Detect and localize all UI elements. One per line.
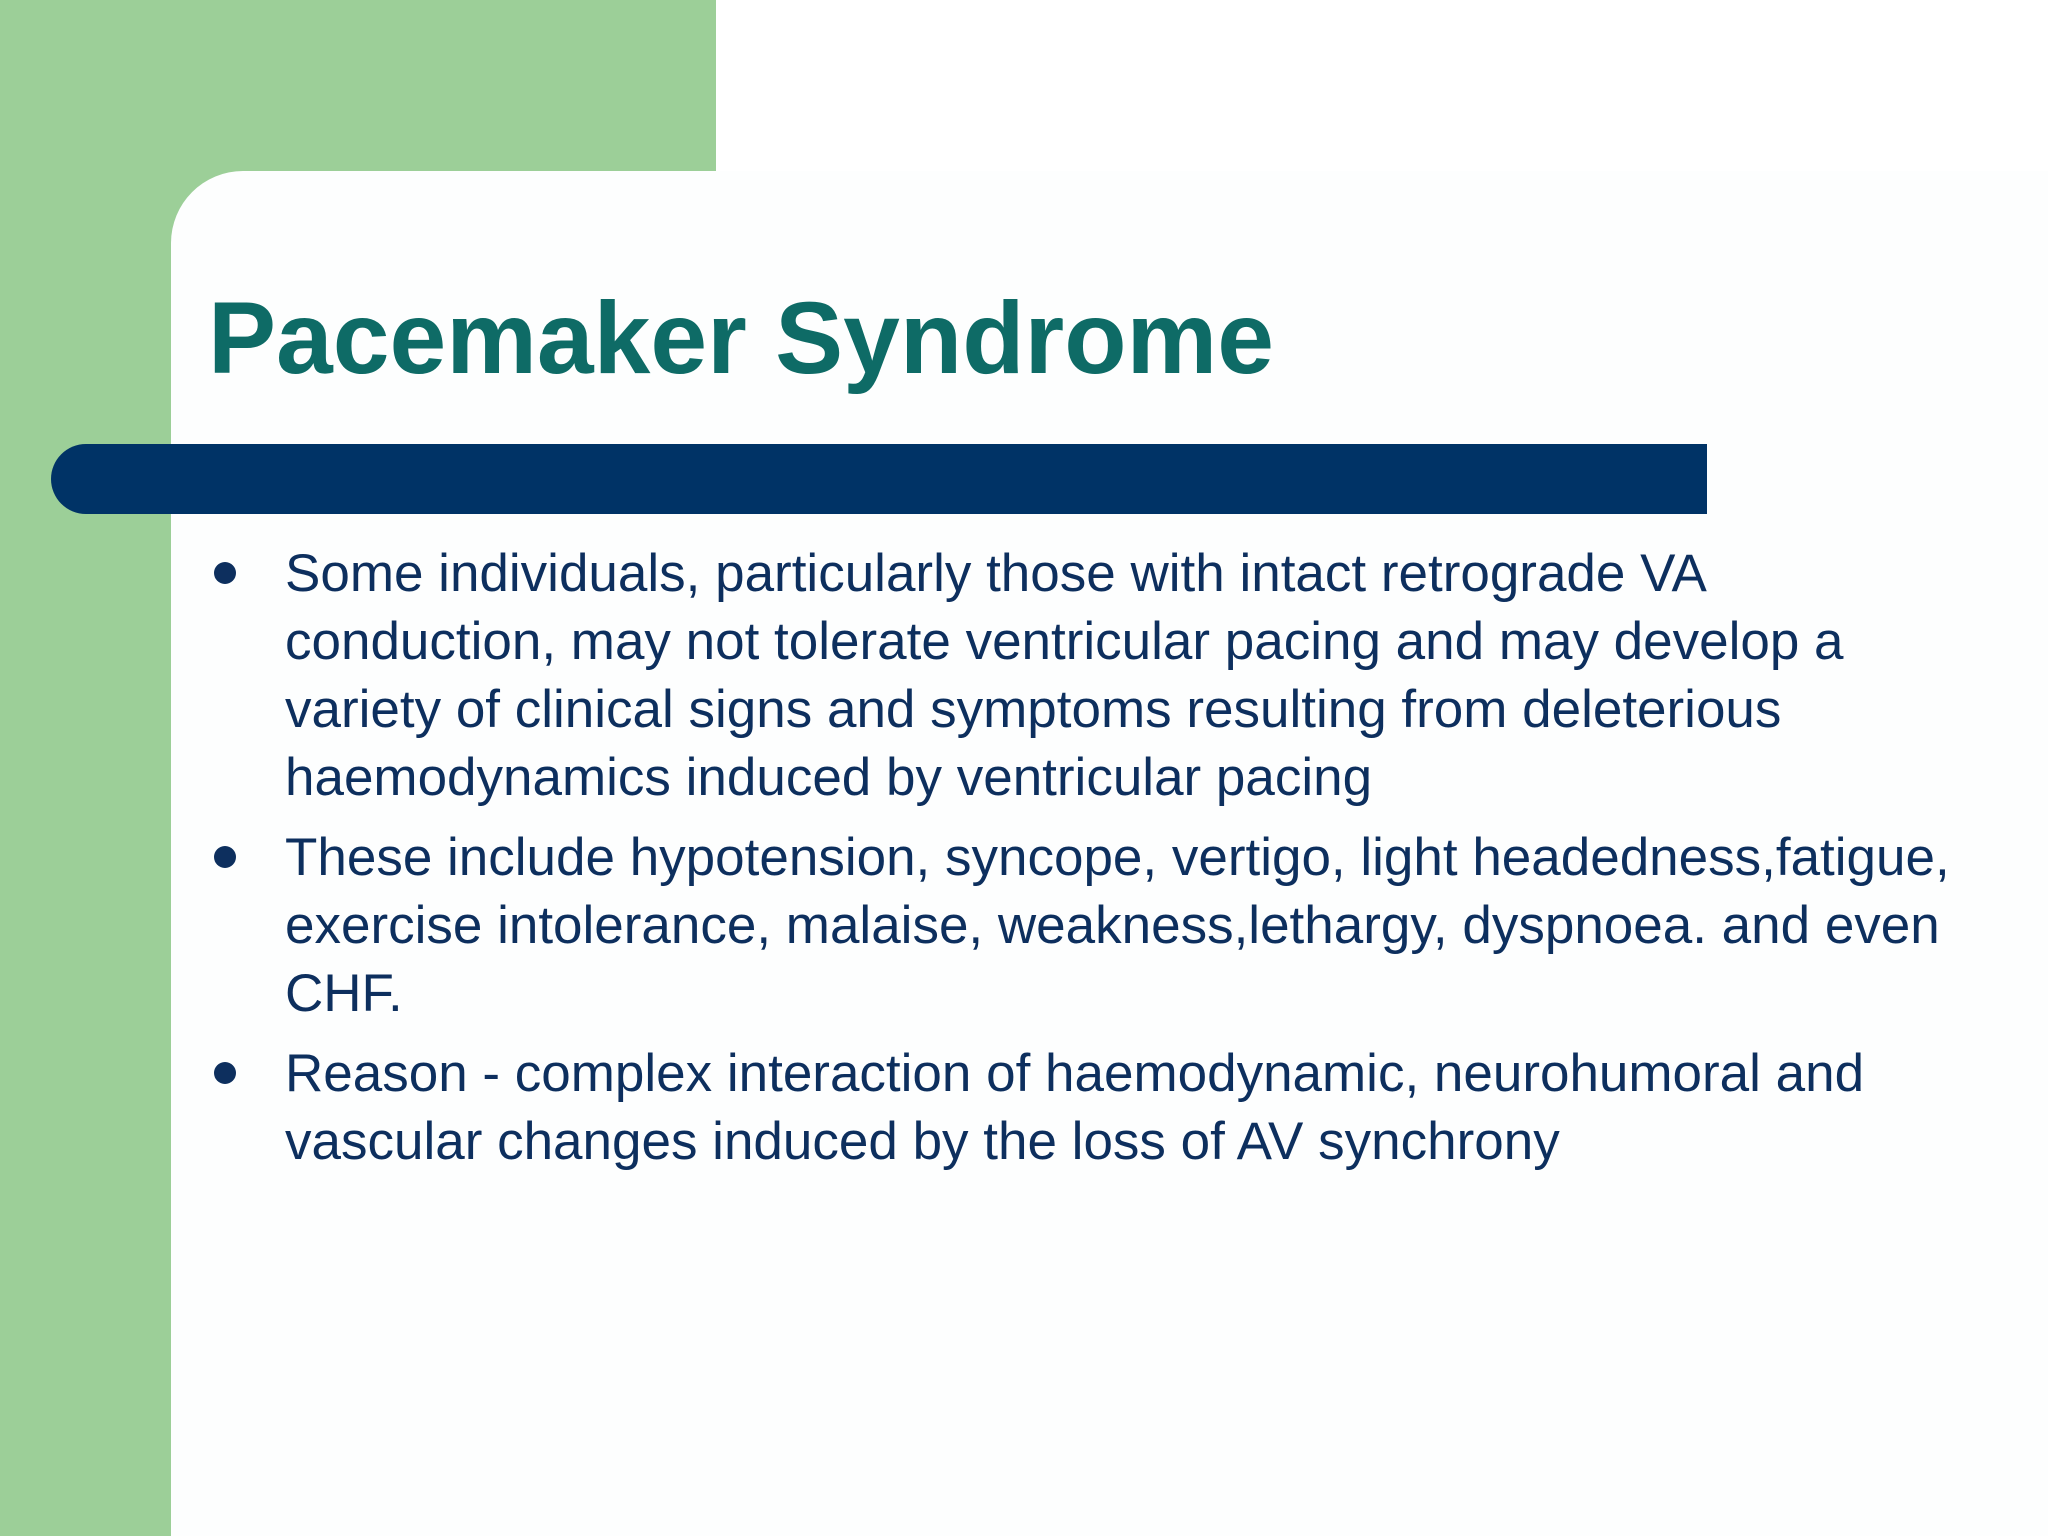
bullet-dot-icon <box>214 846 236 868</box>
bullet-text: These include hypotension, syncope, vertigo, light headedness,fatigue, exercise intolerance, malaise, weakness,lethargy, dyspnoea. and even CHF. <box>285 828 1950 1023</box>
bullet-item <box>208 824 1988 1028</box>
bullet-text: Some individuals, particularly those with intact retrograde VA conduction, may not tolerate ventricular pacing and may develop a variety of clinical signs and symptoms resulting from deleterious haemodynamics induced by ventricular pacing <box>285 544 1844 807</box>
slide-title: Pacemaker Syndrome <box>208 281 1274 395</box>
bullet-item <box>208 1040 1988 1176</box>
title-underline-bar <box>51 444 1707 514</box>
bullet-list <box>208 540 1988 1188</box>
bullet-item <box>208 540 1988 812</box>
bullet-text: Reason - complex interaction of haemodynamic, neurohumoral and vascular changes induced by the loss of AV synchrony <box>285 1044 1865 1171</box>
bullet-dot-icon <box>214 562 236 584</box>
bullet-dot-icon <box>214 1062 236 1084</box>
